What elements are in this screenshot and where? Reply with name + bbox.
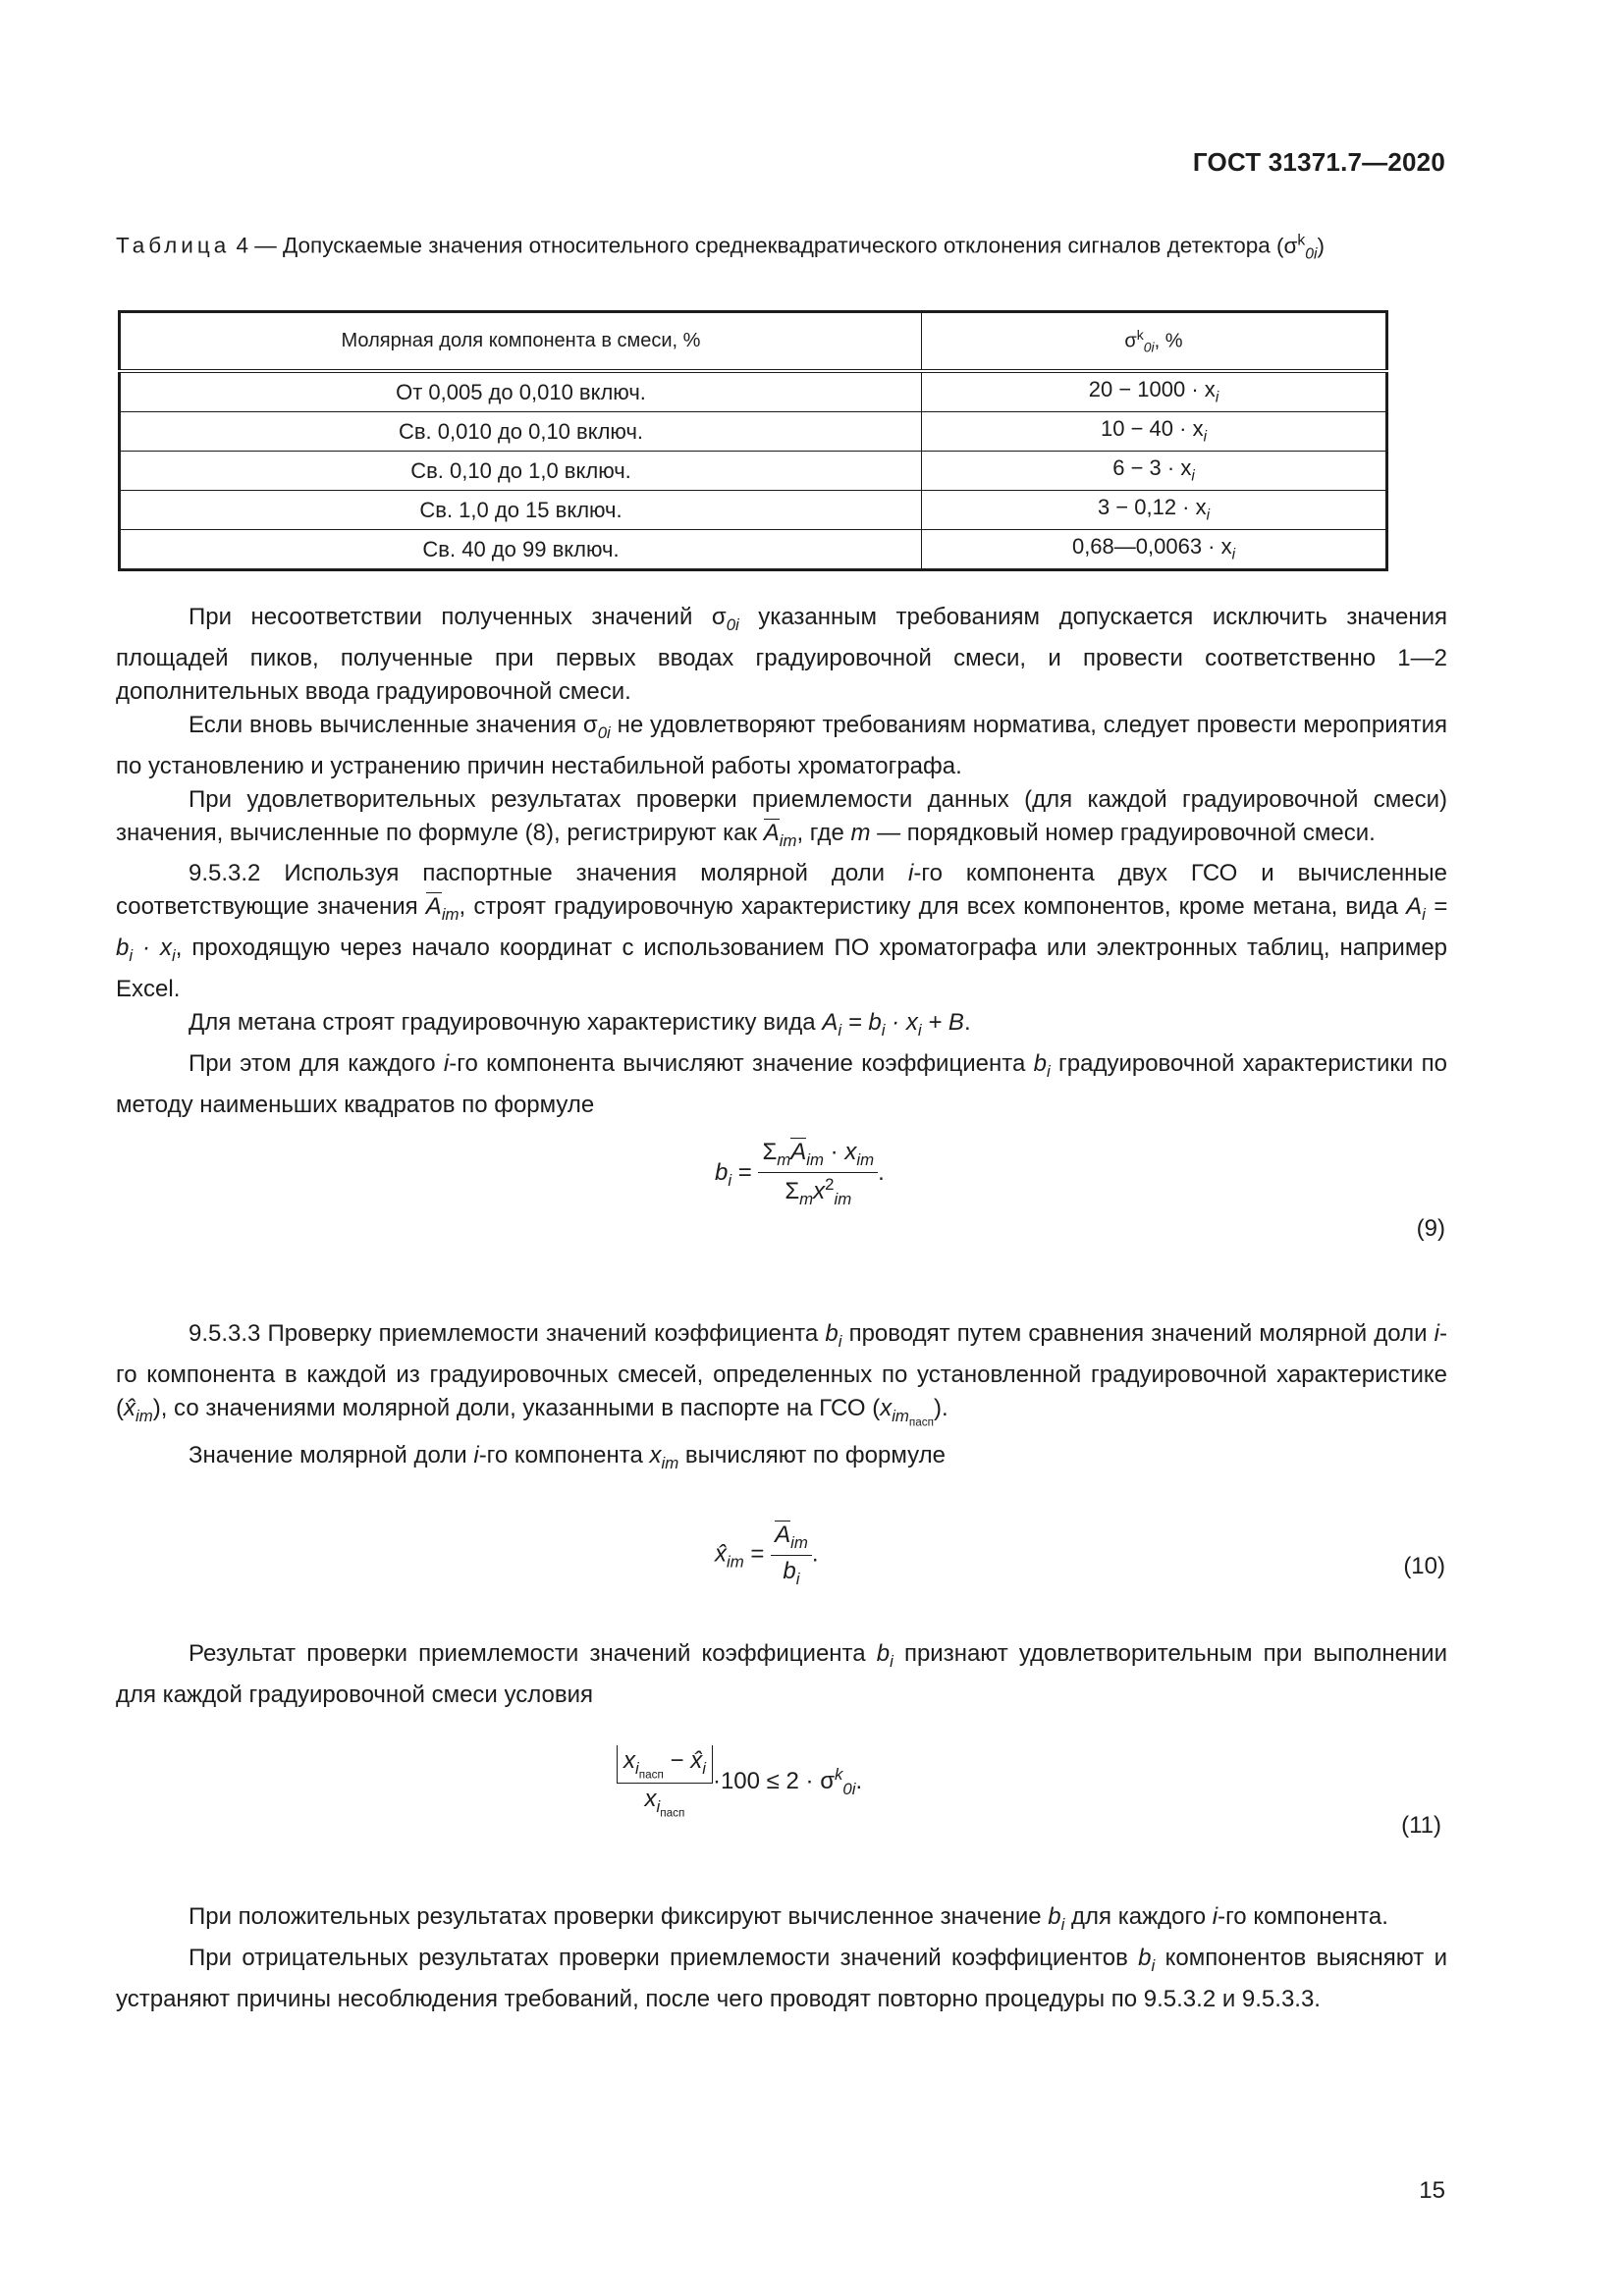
table-row xyxy=(120,371,1387,412)
paragraph-9-5-3-3: 9.5.3.3 Проверку приемлемости значений коэффициента $b_i$ проводят путем сравнения значений молярной доли i-го компонента в каждой из градуировочных смесей, определенных по установленной градуировочной характеристике $(x̂_{im})$, со значениями молярной доли, указанными в паспорте на ГСО $(x_{im_{пасп}})$. xyxy=(116,1320,1447,1428)
paragraph-9-5-3-2: 9.5.3.2 Используя паспортные значения молярной доли i-го компонента двух ГСО и вычисленные соответствующие значения $A_{im}$, строят градуировочную характеристику для всех компонентов, кроме метана, вида $A_i = b_i \cdot x_i$, проходящую через начало координат с использованием ПО хроматографа или электронных таблиц, например Excel. xyxy=(116,860,1448,1002)
table-cell-range: Св. 40 до 99 включ. xyxy=(120,530,922,570)
formula-11-number: (11) xyxy=(1401,1812,1441,1839)
paragraph-coefficient: При этом для каждого i-го компонента вычисляют значение коэффициента $b_i$ градуировочной характеристики по методу наименьших квадратов по формуле xyxy=(116,1049,1447,1118)
table-cell-value: 0,68—0,0063 · $x_i$ xyxy=(922,530,1387,570)
text-block-4 xyxy=(116,1900,1447,2016)
col-header-molar-fraction: Молярная доля компонента в смеси, % xyxy=(120,312,922,372)
text-block-3 xyxy=(116,1637,1447,1712)
text-block-2 xyxy=(116,1317,1447,1480)
paragraph-result: Результат проверки приемлемости значений коэффициента $b_i$ признают удовлетворительным при выполнении для каждой градуировочной смеси условия xyxy=(116,1640,1447,1708)
paragraph-positive: При положительных результатах проверки фиксируют вычисленное значение $b_i$ для каждого i-го компонента. xyxy=(189,1903,1388,1934)
paragraph-molar-value: Значение молярной доли i-го компонента $x_{im}$ вычисляют по формуле xyxy=(189,1441,946,1472)
table-cell-range: Св. 1,0 до 15 включ. xyxy=(120,491,922,530)
table-caption-text: — Допускаемые значения относительного среднеквадратического отклонения сигналов детектора xyxy=(254,233,1271,258)
table-row xyxy=(120,491,1387,530)
paragraph-methane: Для метана строят градуировочную характеристику вида $A_i = b_i \cdot x_i + B$. xyxy=(189,1008,971,1040)
table-row xyxy=(120,452,1387,491)
table-cell-range: Св. 0,010 до 0,10 включ. xyxy=(120,412,922,452)
document-id: ГОСТ 31371.7—2020 xyxy=(1192,147,1445,177)
paragraph-negative: При отрицательных результатах проверки приемлемости значений коэффициентов $b_i$ компонентов выясняют и устраняют причины несоблюдения требований, после чего проводят повторно процедуры по 9.5.3.2 и 9.5.3.3. xyxy=(116,1944,1447,2012)
col-header-sigma: $\sigma^k_{0i}$, % xyxy=(922,312,1387,372)
table-cell-value: $10 - 40 \cdot x_i$ xyxy=(922,412,1387,452)
formula-10-fraction: $\frac{A_{im}}{b_i}$ xyxy=(771,1522,812,1589)
table-caption-number: 4 xyxy=(236,233,249,258)
table-cell-value: $3 - 0,12 \cdot x_i$ xyxy=(922,491,1387,530)
paragraph-1: При несоответствии полученных значений $\sigma_{0i}$ указанным требованиям допускается исключить значения площадей пиков, полученные при первых вводах градуировочной смеси, и провести соответственно 1—2 дополнительных ввода градуировочной смеси. xyxy=(116,604,1447,705)
page-number: 15 xyxy=(1419,2177,1445,2204)
formula-9-number: (9) xyxy=(1416,1215,1445,1242)
text-block-1 xyxy=(116,601,1447,1122)
table-caption-symbol: $(\sigma^k_{0i})$ xyxy=(1276,232,1326,262)
table-cell-range: От 0,005 до 0,010 включ. xyxy=(120,371,922,412)
table-row xyxy=(120,412,1387,452)
table-row xyxy=(120,530,1387,570)
table-cell-value: $20 - 1000 \cdot x_i$ xyxy=(922,371,1387,412)
table-caption-word: Таблица xyxy=(116,233,231,258)
table-caption xyxy=(116,224,1446,271)
table-cell-range: Св. 0,10 до 1,0 включ. xyxy=(120,452,922,491)
paragraph-3: При удовлетворительных результатах проверки приемлемости данных (для каждой градуировочной смеси) значения, вычисленные по формуле (8), регистрируют как $A_{im}$, где m — порядковый номер градуировочной смеси. xyxy=(116,785,1447,850)
table-4 xyxy=(118,310,1388,571)
formula-9: $b_i$ = $\frac{\Sigma_mA_{im} \cdot x_{im}}{\Sigma_mx^2_{im}}$ . xyxy=(715,1139,885,1208)
formula-10-number: (10) xyxy=(1403,1553,1445,1579)
formula-10: $x̂_{im}$ = $\frac{A_{im}}{b_i}$ . xyxy=(715,1522,819,1588)
formula-11-fraction: $\frac{x_{i_{пасп}} - x̂_i}{x_{i_{пасп}}}$ xyxy=(617,1745,713,1819)
table-header-row xyxy=(120,312,1387,372)
formula-11: $\frac{x_{i_{пасп}} - x̂_i}{x_{i_{пасп}}}$ $\cdot 100 \le 2 \cdot \sigma^k_{0i}$. xyxy=(617,1745,862,1819)
table-cell-value: $6 - 3 \cdot x_i$ xyxy=(922,452,1387,491)
formula-9-fraction: $\frac{\Sigma_mA_{im} \cdot x_{im}}{\Sigma_mx^2_{im}}$ xyxy=(758,1139,878,1209)
paragraph-2: Если вновь вычисленные значения $\sigma_{0i}$ не удовлетворяют требованиям норматива, следует провести мероприятия по установлению и устранению причин нестабильной работы хроматографа. xyxy=(116,711,1447,779)
